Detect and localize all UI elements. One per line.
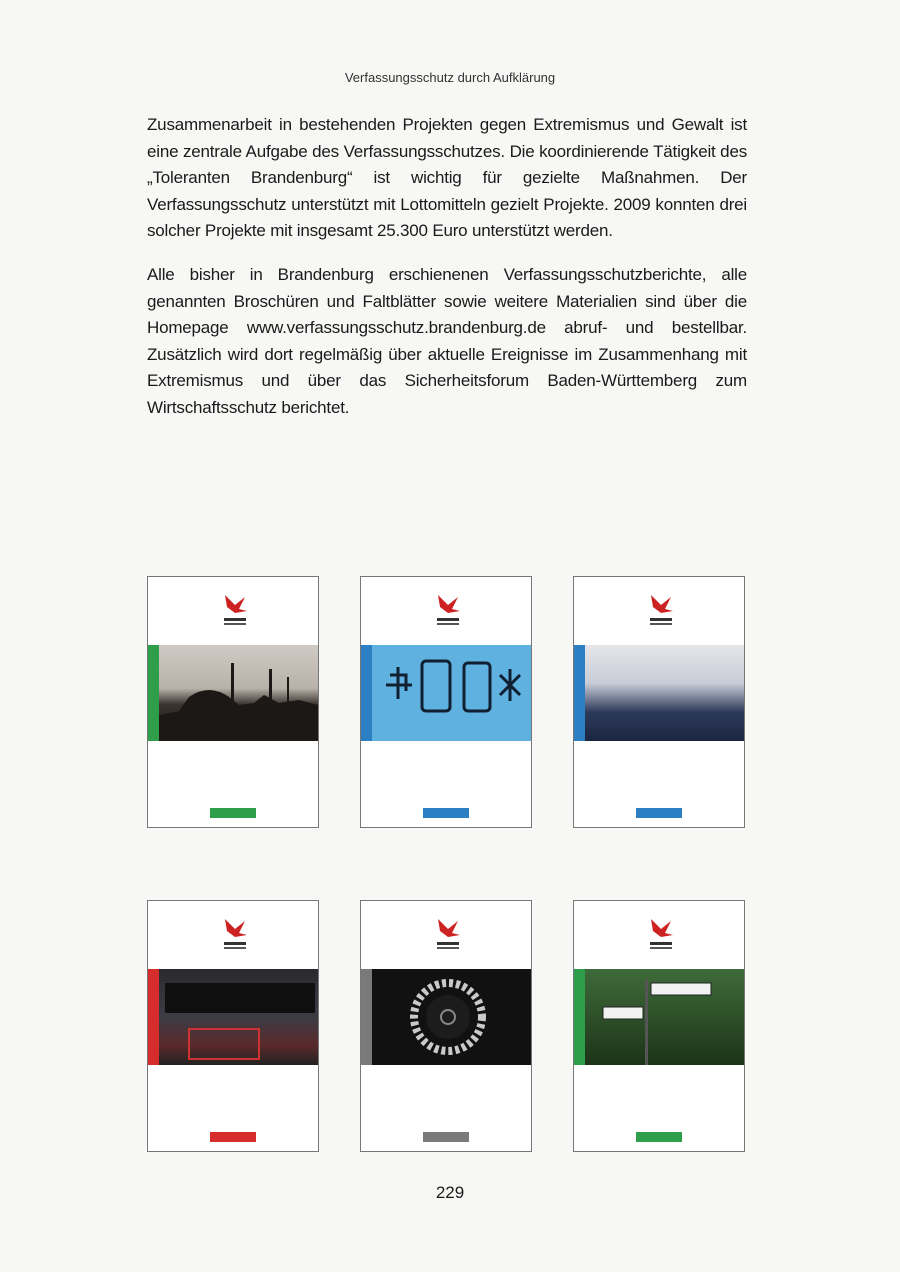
brandenburg-eagle-logo-icon — [432, 915, 464, 953]
brochure-cover-islam — [147, 576, 319, 828]
cover-photo-band — [148, 969, 318, 1065]
brandenburg-eagle-logo-icon — [645, 591, 677, 629]
brochure-cover-extremismus-internet — [360, 900, 532, 1152]
cover-photo-band — [361, 645, 531, 741]
paragraph-2: Alle bisher in Brandenburg erschienenen Verfassungsschutzberichte, alle genannten Broschüren und Faltblätter sowie weitere Materialien sind über die Homepage www.verfassungsschutz.brandenburg.de abruf- und bestellbar. Zusätzlich wird dort regelmäßig über aktuelle Ereignisse im Zusammenhang mit Extremismus und über das Sicherheitsforum Baden-Württemberg zum Wirtschaftsschutz berichtet. — [147, 265, 747, 417]
brochure-cover-fachtagung — [573, 576, 745, 828]
brochure-cover-fussball — [147, 900, 319, 1152]
brandenburg-eagle-logo-icon — [219, 915, 251, 953]
brandenburg-eagle-logo-icon — [432, 591, 464, 629]
brandenburg-eagle-logo-icon — [219, 591, 251, 629]
running-head: Verfassungsschutz durch Aufklärung — [344, 70, 556, 85]
cover-photo-band — [361, 969, 531, 1065]
brandenburg-eagle-logo-icon — [645, 915, 677, 953]
brochure-cover-antisemitismus — [360, 576, 532, 828]
paragraph-1: Zusammenarbeit in bestehenden Projekten gegen Extremismus und Gewalt ist eine zentrale Aufgabe des Verfassungsschutzes. Die koordinierende Tätigkeit des „Toleranten Brandenburg“ ist wichtig für gezielte Maßnahmen. Der Verfassungsschutz unterstützt mit Lottomitteln gezielt Projekte. 2009 konnten drei solcher Projekte mit insgesamt 25.300 Euro unterstützt werden. — [147, 115, 747, 240]
page-number: 229 — [435, 1183, 465, 1202]
brochure-cover-integration — [573, 900, 745, 1152]
cover-photo-band — [574, 969, 744, 1065]
cover-photo-band — [574, 645, 744, 741]
cover-photo-band — [148, 645, 318, 741]
